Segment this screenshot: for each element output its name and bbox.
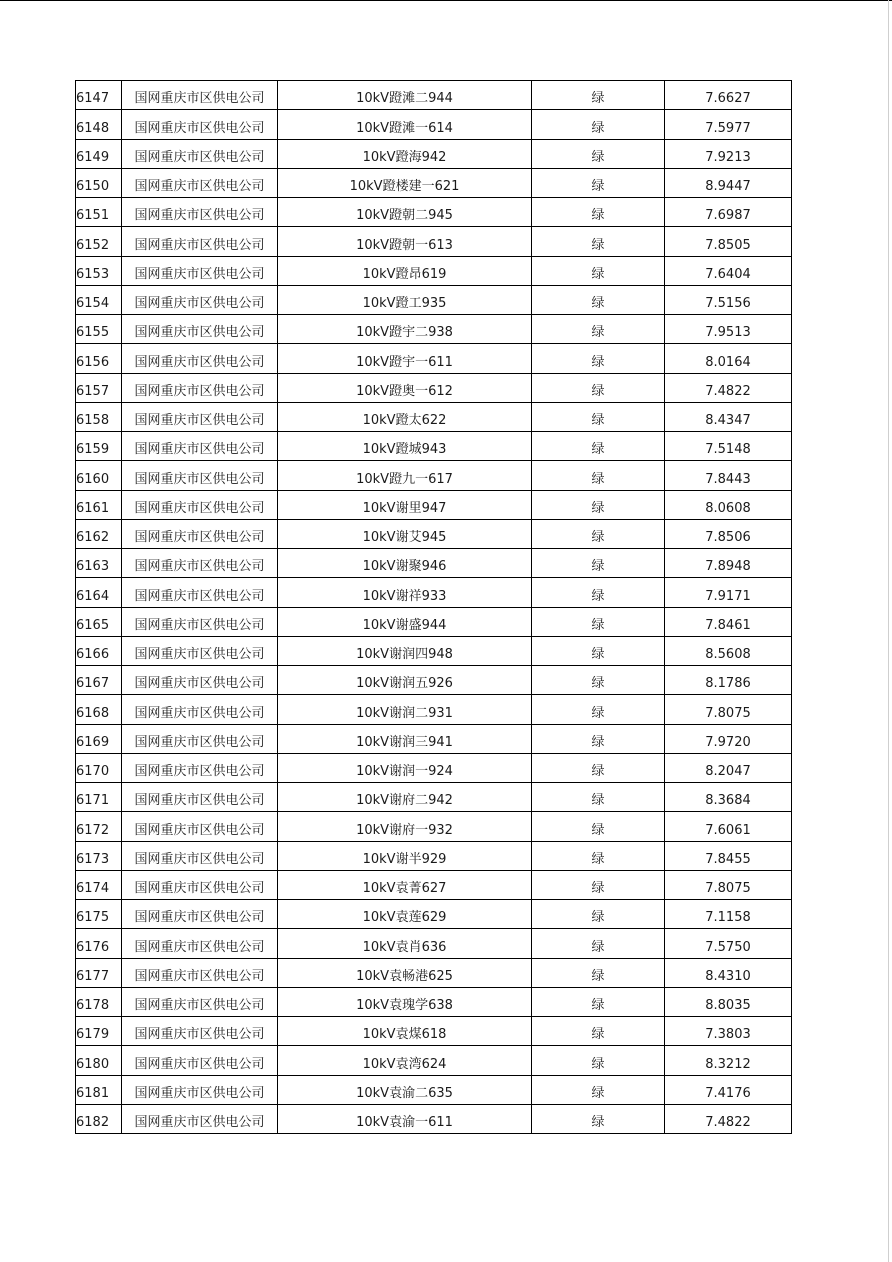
table-row xyxy=(76,870,792,899)
table-row xyxy=(76,402,792,431)
value-cell: 7.9213 xyxy=(665,139,792,168)
value-cell: 8.9447 xyxy=(665,168,792,197)
line-name-cell: 10kV谢润三941 xyxy=(278,724,532,753)
table-row xyxy=(76,900,792,929)
row-number-cell: 6164 xyxy=(76,578,122,607)
value-cell: 7.8075 xyxy=(665,870,792,899)
row-number-cell: 6169 xyxy=(76,724,122,753)
value-cell: 8.5608 xyxy=(665,636,792,665)
line-name-cell: 10kV蹬城943 xyxy=(278,432,532,461)
value-cell: 7.5148 xyxy=(665,432,792,461)
value-cell: 7.4822 xyxy=(665,373,792,402)
status-cell: 绿 xyxy=(532,929,665,958)
value-cell: 8.4347 xyxy=(665,402,792,431)
line-name-cell: 10kV谢府二942 xyxy=(278,783,532,812)
table-row xyxy=(76,987,792,1016)
table-row xyxy=(76,198,792,227)
row-number-cell: 6177 xyxy=(76,958,122,987)
table-row xyxy=(76,81,792,110)
company-cell: 国网重庆市区供电公司 xyxy=(122,578,278,607)
line-name-cell: 10kV谢府一932 xyxy=(278,812,532,841)
page-top-border xyxy=(0,0,892,1)
company-cell: 国网重庆市区供电公司 xyxy=(122,724,278,753)
row-number-cell: 6159 xyxy=(76,432,122,461)
value-cell: 7.5750 xyxy=(665,929,792,958)
row-number-cell: 6162 xyxy=(76,519,122,548)
line-name-cell: 10kV袁畅港625 xyxy=(278,958,532,987)
company-cell: 国网重庆市区供电公司 xyxy=(122,1017,278,1046)
line-name-cell: 10kV蹬海942 xyxy=(278,139,532,168)
row-number-cell: 6178 xyxy=(76,987,122,1016)
row-number-cell: 6165 xyxy=(76,607,122,636)
table-row xyxy=(76,578,792,607)
company-cell: 国网重庆市区供电公司 xyxy=(122,168,278,197)
status-cell: 绿 xyxy=(532,753,665,782)
table-row xyxy=(76,256,792,285)
row-number-cell: 6150 xyxy=(76,168,122,197)
value-cell: 7.4176 xyxy=(665,1075,792,1104)
value-cell: 7.8948 xyxy=(665,549,792,578)
value-cell: 7.9720 xyxy=(665,724,792,753)
row-number-cell: 6175 xyxy=(76,900,122,929)
table-row xyxy=(76,110,792,139)
value-cell: 7.8506 xyxy=(665,519,792,548)
company-cell: 国网重庆市区供电公司 xyxy=(122,402,278,431)
company-cell: 国网重庆市区供电公司 xyxy=(122,344,278,373)
value-cell: 8.0608 xyxy=(665,490,792,519)
line-name-cell: 10kV蹬太622 xyxy=(278,402,532,431)
table-row xyxy=(76,315,792,344)
company-cell: 国网重庆市区供电公司 xyxy=(122,110,278,139)
table-row xyxy=(76,666,792,695)
status-cell: 绿 xyxy=(532,841,665,870)
page-right-edge xyxy=(888,0,889,1262)
line-name-cell: 10kV蹬宇二938 xyxy=(278,315,532,344)
row-number-cell: 6158 xyxy=(76,402,122,431)
table-row xyxy=(76,168,792,197)
line-name-cell: 10kV谢里947 xyxy=(278,490,532,519)
line-name-cell: 10kV谢润五926 xyxy=(278,666,532,695)
row-number-cell: 6153 xyxy=(76,256,122,285)
status-cell: 绿 xyxy=(532,519,665,548)
status-cell: 绿 xyxy=(532,958,665,987)
table-row xyxy=(76,929,792,958)
row-number-cell: 6152 xyxy=(76,227,122,256)
line-name-cell: 10kV谢盛944 xyxy=(278,607,532,636)
status-cell: 绿 xyxy=(532,724,665,753)
line-name-cell: 10kV蹬楼建一621 xyxy=(278,168,532,197)
company-cell: 国网重庆市区供电公司 xyxy=(122,256,278,285)
value-cell: 8.1786 xyxy=(665,666,792,695)
value-cell: 8.2047 xyxy=(665,753,792,782)
line-name-cell: 10kV谢半929 xyxy=(278,841,532,870)
value-cell: 7.8455 xyxy=(665,841,792,870)
line-name-cell: 10kV袁莲629 xyxy=(278,900,532,929)
status-cell: 绿 xyxy=(532,110,665,139)
line-name-cell: 10kV谢润四948 xyxy=(278,636,532,665)
status-cell: 绿 xyxy=(532,461,665,490)
line-name-cell: 10kV蹬朝一613 xyxy=(278,227,532,256)
line-name-cell: 10kV谢润二931 xyxy=(278,695,532,724)
status-cell: 绿 xyxy=(532,578,665,607)
company-cell: 国网重庆市区供电公司 xyxy=(122,783,278,812)
table-row xyxy=(76,461,792,490)
status-cell: 绿 xyxy=(532,344,665,373)
row-number-cell: 6154 xyxy=(76,285,122,314)
status-cell: 绿 xyxy=(532,987,665,1016)
company-cell: 国网重庆市区供电公司 xyxy=(122,373,278,402)
status-cell: 绿 xyxy=(532,783,665,812)
company-cell: 国网重庆市区供电公司 xyxy=(122,812,278,841)
company-cell: 国网重庆市区供电公司 xyxy=(122,636,278,665)
line-name-cell: 10kV袁肖636 xyxy=(278,929,532,958)
company-cell: 国网重庆市区供电公司 xyxy=(122,461,278,490)
line-name-cell: 10kV蹬滩二944 xyxy=(278,81,532,110)
status-cell: 绿 xyxy=(532,285,665,314)
status-cell: 绿 xyxy=(532,490,665,519)
table-body xyxy=(76,81,792,1134)
status-cell: 绿 xyxy=(532,315,665,344)
table-row xyxy=(76,373,792,402)
line-name-cell: 10kV袁渝一611 xyxy=(278,1104,532,1133)
table-row xyxy=(76,519,792,548)
row-number-cell: 6180 xyxy=(76,1046,122,1075)
row-number-cell: 6157 xyxy=(76,373,122,402)
status-cell: 绿 xyxy=(532,227,665,256)
company-cell: 国网重庆市区供电公司 xyxy=(122,519,278,548)
company-cell: 国网重庆市区供电公司 xyxy=(122,198,278,227)
line-name-cell: 10kV袁渝二635 xyxy=(278,1075,532,1104)
status-cell: 绿 xyxy=(532,636,665,665)
table-row xyxy=(76,607,792,636)
value-cell: 7.6627 xyxy=(665,81,792,110)
line-name-cell: 10kV蹬九一617 xyxy=(278,461,532,490)
table-row xyxy=(76,490,792,519)
line-name-cell: 10kV袁瑰学638 xyxy=(278,987,532,1016)
company-cell: 国网重庆市区供电公司 xyxy=(122,666,278,695)
row-number-cell: 6155 xyxy=(76,315,122,344)
table-row xyxy=(76,695,792,724)
company-cell: 国网重庆市区供电公司 xyxy=(122,695,278,724)
table-row xyxy=(76,344,792,373)
company-cell: 国网重庆市区供电公司 xyxy=(122,1104,278,1133)
company-cell: 国网重庆市区供电公司 xyxy=(122,139,278,168)
status-cell: 绿 xyxy=(532,168,665,197)
status-cell: 绿 xyxy=(532,607,665,636)
row-number-cell: 6167 xyxy=(76,666,122,695)
line-name-cell: 10kV袁菁627 xyxy=(278,870,532,899)
row-number-cell: 6168 xyxy=(76,695,122,724)
status-cell: 绿 xyxy=(532,1046,665,1075)
table-row xyxy=(76,1075,792,1104)
line-name-cell: 10kV蹬宇一611 xyxy=(278,344,532,373)
line-name-cell: 10kV蹬滩一614 xyxy=(278,110,532,139)
table-row xyxy=(76,227,792,256)
table-row xyxy=(76,958,792,987)
row-number-cell: 6163 xyxy=(76,549,122,578)
value-cell: 8.3212 xyxy=(665,1046,792,1075)
table-row xyxy=(76,1046,792,1075)
value-cell: 7.8443 xyxy=(665,461,792,490)
table-row xyxy=(76,139,792,168)
company-cell: 国网重庆市区供电公司 xyxy=(122,285,278,314)
status-cell: 绿 xyxy=(532,402,665,431)
value-cell: 7.6404 xyxy=(665,256,792,285)
company-cell: 国网重庆市区供电公司 xyxy=(122,870,278,899)
row-number-cell: 6156 xyxy=(76,344,122,373)
line-name-cell: 10kV蹬工935 xyxy=(278,285,532,314)
line-name-cell: 10kV袁煤618 xyxy=(278,1017,532,1046)
row-number-cell: 6179 xyxy=(76,1017,122,1046)
status-cell: 绿 xyxy=(532,666,665,695)
status-cell: 绿 xyxy=(532,198,665,227)
status-cell: 绿 xyxy=(532,900,665,929)
value-cell: 7.5156 xyxy=(665,285,792,314)
table-row xyxy=(76,285,792,314)
company-cell: 国网重庆市区供电公司 xyxy=(122,549,278,578)
company-cell: 国网重庆市区供电公司 xyxy=(122,315,278,344)
value-cell: 7.5977 xyxy=(665,110,792,139)
table-row xyxy=(76,841,792,870)
value-cell: 7.8505 xyxy=(665,227,792,256)
status-cell: 绿 xyxy=(532,1017,665,1046)
value-cell: 7.9171 xyxy=(665,578,792,607)
row-number-cell: 6181 xyxy=(76,1075,122,1104)
company-cell: 国网重庆市区供电公司 xyxy=(122,987,278,1016)
table-row xyxy=(76,724,792,753)
value-cell: 7.6061 xyxy=(665,812,792,841)
status-cell: 绿 xyxy=(532,139,665,168)
row-number-cell: 6161 xyxy=(76,490,122,519)
row-number-cell: 6151 xyxy=(76,198,122,227)
row-number-cell: 6160 xyxy=(76,461,122,490)
line-name-cell: 10kV袁湾624 xyxy=(278,1046,532,1075)
company-cell: 国网重庆市区供电公司 xyxy=(122,900,278,929)
row-number-cell: 6147 xyxy=(76,81,122,110)
table-row xyxy=(76,1017,792,1046)
line-name-cell: 10kV谢润一924 xyxy=(278,753,532,782)
status-cell: 绿 xyxy=(532,1104,665,1133)
table-row xyxy=(76,549,792,578)
row-number-cell: 6172 xyxy=(76,812,122,841)
value-cell: 7.3803 xyxy=(665,1017,792,1046)
table-row xyxy=(76,812,792,841)
table-row xyxy=(76,636,792,665)
company-cell: 国网重庆市区供电公司 xyxy=(122,432,278,461)
value-cell: 7.4822 xyxy=(665,1104,792,1133)
row-number-cell: 6166 xyxy=(76,636,122,665)
line-name-cell: 10kV蹬昂619 xyxy=(278,256,532,285)
value-cell: 7.9513 xyxy=(665,315,792,344)
status-cell: 绿 xyxy=(532,81,665,110)
row-number-cell: 6171 xyxy=(76,783,122,812)
table-row xyxy=(76,753,792,782)
company-cell: 国网重庆市区供电公司 xyxy=(122,607,278,636)
value-cell: 7.1158 xyxy=(665,900,792,929)
value-cell: 7.8075 xyxy=(665,695,792,724)
line-name-cell: 10kV谢祥933 xyxy=(278,578,532,607)
company-cell: 国网重庆市区供电公司 xyxy=(122,841,278,870)
value-cell: 7.8461 xyxy=(665,607,792,636)
value-cell: 7.6987 xyxy=(665,198,792,227)
status-cell: 绿 xyxy=(532,870,665,899)
row-number-cell: 6148 xyxy=(76,110,122,139)
row-number-cell: 6149 xyxy=(76,139,122,168)
status-cell: 绿 xyxy=(532,812,665,841)
status-cell: 绿 xyxy=(532,432,665,461)
company-cell: 国网重庆市区供电公司 xyxy=(122,227,278,256)
value-cell: 8.8035 xyxy=(665,987,792,1016)
status-cell: 绿 xyxy=(532,1075,665,1104)
line-name-cell: 10kV蹬奥一612 xyxy=(278,373,532,402)
row-number-cell: 6174 xyxy=(76,870,122,899)
company-cell: 国网重庆市区供电公司 xyxy=(122,1075,278,1104)
status-cell: 绿 xyxy=(532,695,665,724)
status-cell: 绿 xyxy=(532,256,665,285)
company-cell: 国网重庆市区供电公司 xyxy=(122,81,278,110)
value-cell: 8.0164 xyxy=(665,344,792,373)
company-cell: 国网重庆市区供电公司 xyxy=(122,490,278,519)
company-cell: 国网重庆市区供电公司 xyxy=(122,958,278,987)
line-name-cell: 10kV谢艾945 xyxy=(278,519,532,548)
table-row xyxy=(76,1104,792,1133)
value-cell: 8.3684 xyxy=(665,783,792,812)
company-cell: 国网重庆市区供电公司 xyxy=(122,753,278,782)
company-cell: 国网重庆市区供电公司 xyxy=(122,929,278,958)
row-number-cell: 6176 xyxy=(76,929,122,958)
line-name-cell: 10kV蹬朝二945 xyxy=(278,198,532,227)
line-name-cell: 10kV谢聚946 xyxy=(278,549,532,578)
company-cell: 国网重庆市区供电公司 xyxy=(122,1046,278,1075)
feeder-table xyxy=(75,80,792,1134)
row-number-cell: 6173 xyxy=(76,841,122,870)
row-number-cell: 6182 xyxy=(76,1104,122,1133)
status-cell: 绿 xyxy=(532,373,665,402)
row-number-cell: 6170 xyxy=(76,753,122,782)
status-cell: 绿 xyxy=(532,549,665,578)
value-cell: 8.4310 xyxy=(665,958,792,987)
table-row xyxy=(76,432,792,461)
table-row xyxy=(76,783,792,812)
